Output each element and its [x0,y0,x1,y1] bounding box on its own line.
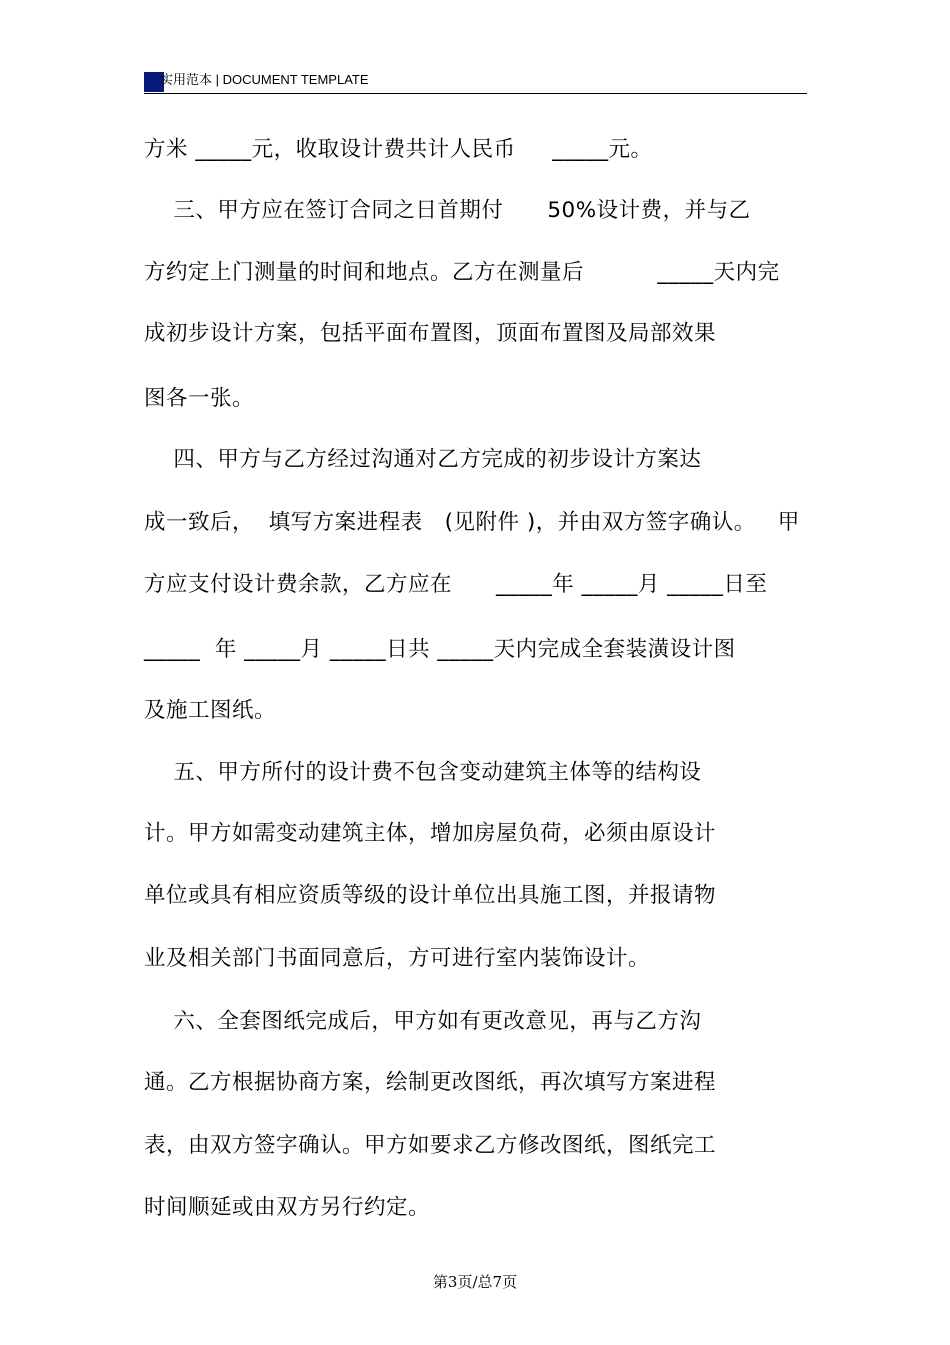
body-line: 通。乙方根据协商方案，绘制更改图纸，再次填写方案进程 [144,1070,717,1095]
body-line: 方应支付设计费余款，乙方应在 _____年 _____月 _____日至 [144,572,768,597]
body-line: 方米 _____元，收取设计费共计人民币 _____元。 [144,137,653,162]
body-line: 及施工图纸。 [144,698,277,723]
body-line: 六、全套图纸完成后，甲方如有更改意见，再与乙方沟 [144,1009,702,1034]
body-line: 时间顺延或由双方另行约定。 [144,1195,431,1220]
header-title: 实用范本 | DOCUMENT TEMPLATE [160,72,369,87]
body-line: 方约定上门测量的时间和地点。乙方在测量后 _____天内完 [144,260,780,285]
body-line: 业及相关部门书面同意后，方可进行室内装饰设计。 [144,946,651,971]
body-line: 四、甲方与乙方经过沟通对乙方完成的初步设计方案达 [144,447,702,472]
header-divider [144,93,807,94]
body-line: 表，由双方签字确认。甲方如要求乙方修改图纸，图纸完工 [144,1133,717,1158]
body-line: 计。甲方如需变动建筑主体，增加房屋负荷，必须由原设计 [144,821,717,846]
body-line: 成一致后， 填写方案进程表 (见附件 )，并由双方签字确认。 甲 [144,510,800,535]
body-line: 三、甲方应在签订合同之日首期付 50%设计费，并与乙 [144,198,751,223]
body-line: _____ 年 _____月 _____日共 _____天内完成全套装潢设计图 [144,637,736,662]
body-line: 图各一张。 [144,386,255,411]
body-line: 五、甲方所付的设计费不包含变动建筑主体等的结构设 [144,760,702,785]
page-number: 第3页/总7页 [432,1273,518,1291]
body-line: 成初步设计方案，包括平面布置图，顶面布置图及局部效果 [144,321,717,346]
body-line: 单位或具有相应资质等级的设计单位出具施工图，并报请物 [144,883,717,908]
document-header [144,68,807,94]
